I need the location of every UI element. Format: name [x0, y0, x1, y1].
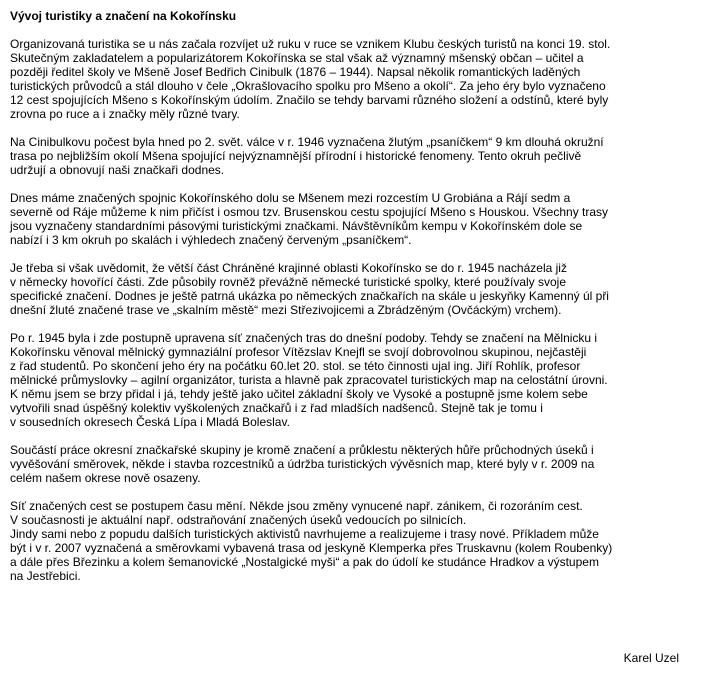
text-line: Jindy sami nebo z popudu dalších turistických aktivistů navrhujeme a realizujeme i trasy nové. Příkladem může: [10, 527, 599, 541]
text-line: Skutečným zakladatelem a popularizátorem Kokořínska se stal však až významný mšenský občan – učitel a: [10, 51, 584, 65]
text-line: V současnosti je aktuální např. odstraňování značených úseků vedoucích po silnicích.: [10, 513, 467, 527]
paragraph-6: [10, 443, 682, 485]
paragraph-1: [10, 37, 682, 121]
author-signature: Karel Uzel: [623, 651, 679, 665]
text-line: severně od Ráje můžeme k nim přičíst i osmou tzv. Brusenskou cestu spojující Mšeno s Houskou. Všechny trasy: [10, 205, 609, 219]
text-line: nabízí i 3 km okruh po skalách i výhledech značený červeným „psaníčkem“.: [10, 233, 412, 247]
text-line: vyvěšování směrovek, někde i stavba rozcestníků a údržba turistických vývěsních map, které byly v r. 2009 na: [10, 457, 595, 471]
text-line: zrovna po ruce a i značky měly různé tvary.: [10, 107, 240, 121]
paragraph-5: [10, 331, 682, 429]
text-line: Součástí práce okresní značkařské skupiny je kromě značení a průklestu některých hůře průchodných úseků i: [10, 443, 594, 457]
text-line: trasa po nejbližším okolí Mšena spojující nejvýznamnější přírodní i historické fenomeny. Tento okruh pečlivě: [10, 149, 582, 163]
text-line: udržují a obnovují naši značkaři dodnes.: [10, 163, 225, 177]
text-line: specifické značení. Dodnes je ještě patrná ukázka po německých značkařích na skále u jeskyňky Kamenný úl při: [10, 289, 609, 303]
text-line: Na Cinibulkovu počest byla hned po 2. svět. válce v r. 1946 vyznačena žlutým „psaníčkem“ 9 km dlouhá okružní: [10, 135, 604, 149]
paragraph-3: [10, 191, 682, 247]
text-line: v sousedních okresech Česká Lípa i Mladá Boleslav.: [10, 415, 290, 429]
text-line: z řad studentů. Po skončení jeho éry na počátku 60.let 20. stol. se této činnosti ujal ing. Jiří Rohlík, profesor: [10, 359, 581, 373]
text-line: Kokořínsku věnoval mělnický gymnaziální profesor Vítězslav Knejfl se svojí dobrovolnou skupinou, nejčastěji: [10, 345, 587, 359]
text-line: celém našem okrese nově osazeny.: [10, 471, 201, 485]
paragraph-7: [10, 499, 682, 583]
text-line: K němu jsem se brzy přidal i já, tehdy ještě jako učitel základní školy ve Vysoké a postupně jsme kolem sebe: [10, 387, 588, 401]
text-line: a dále přes Březinku a kolem šemanovické „Nostalgické myši“ a pak do údolí ke studánce Hradkov a výstupem: [10, 555, 599, 569]
text-line: Je třeba si však uvědomit, že větší část Chráněné krajinné oblasti Kokořínsko se do r. 1945 nacházela již: [10, 261, 567, 275]
text-line: mělnické průmyslovky – agilní organizátor, turista a hlavně pak zpracovatel turistických map na celostátní úrovni.: [10, 373, 608, 387]
text-line: Dnes máme značených spojnic Kokořínského dolu se Mšenem mezi rozcestím U Grobiána a Rájí sedm a: [10, 191, 571, 205]
text-line: v německy hovořící části. Zde působily rovněž převážně německé turistické spolky, které používaly svoje: [10, 275, 567, 289]
text-line: vytvořili snad úspěšný kolektiv vyškolených značkařů i z řad mladších nadšenců. Stejně tak je tomu i: [10, 401, 543, 415]
paragraph-2: [10, 135, 682, 177]
text-line: na Jestřebici.: [10, 569, 81, 583]
paragraph-4: [10, 261, 682, 317]
text-line: později ředitel školy ve Mšeně Josef Bedřich Cinibulk (1876 – 1944). Napsal několik romantických laděných: [10, 65, 581, 79]
text-line: Po r. 1945 byla i zde postupně upravena síť značených tras do dnešní podoby. Tehdy se značení na Mělnicku i: [10, 331, 598, 345]
text-line: Organizovaná turistika se u nás začala rozvíjet už ruku v ruce se vznikem Klubu českých turistů na konci 19. stol.: [10, 37, 611, 51]
text-line: 12 cest spojujících Mšeno s Kokořínským údolím. Značilo se tehdy barvami různého složení a odstínů, které byly: [10, 93, 609, 107]
text-line: dnešní žluté značené trase ve „skalním městě“ mezi Střezivojicemi a Zbrádzěným (Ovčáckým) vrchem).: [10, 303, 562, 317]
text-line: jsou vyznačeny standardními pásovými turistickými značkami. Návštěvníkům kempu v Kokořínském dole se: [10, 219, 583, 233]
text-line: být i v r. 2007 vyznačená a směrovkami vybavená trasa od jeskyně Klemperka přes Truskavnu (kolem Roubenky): [10, 541, 613, 555]
text-line: turistických průvodců a stál dlouho v čele „Okrašlovacího spolku pro Mšeno a okolí“. Za jeho éry bylo vyznačeno: [10, 79, 606, 93]
document-title: Vývoj turistiky a značení na Kokořínsku: [10, 9, 237, 23]
text-line: Síť značených cest se postupem času mění. Někde jsou změny vynucené např. zánikem, či rozoráním cest.: [10, 499, 583, 513]
document-body: [10, 9, 682, 597]
